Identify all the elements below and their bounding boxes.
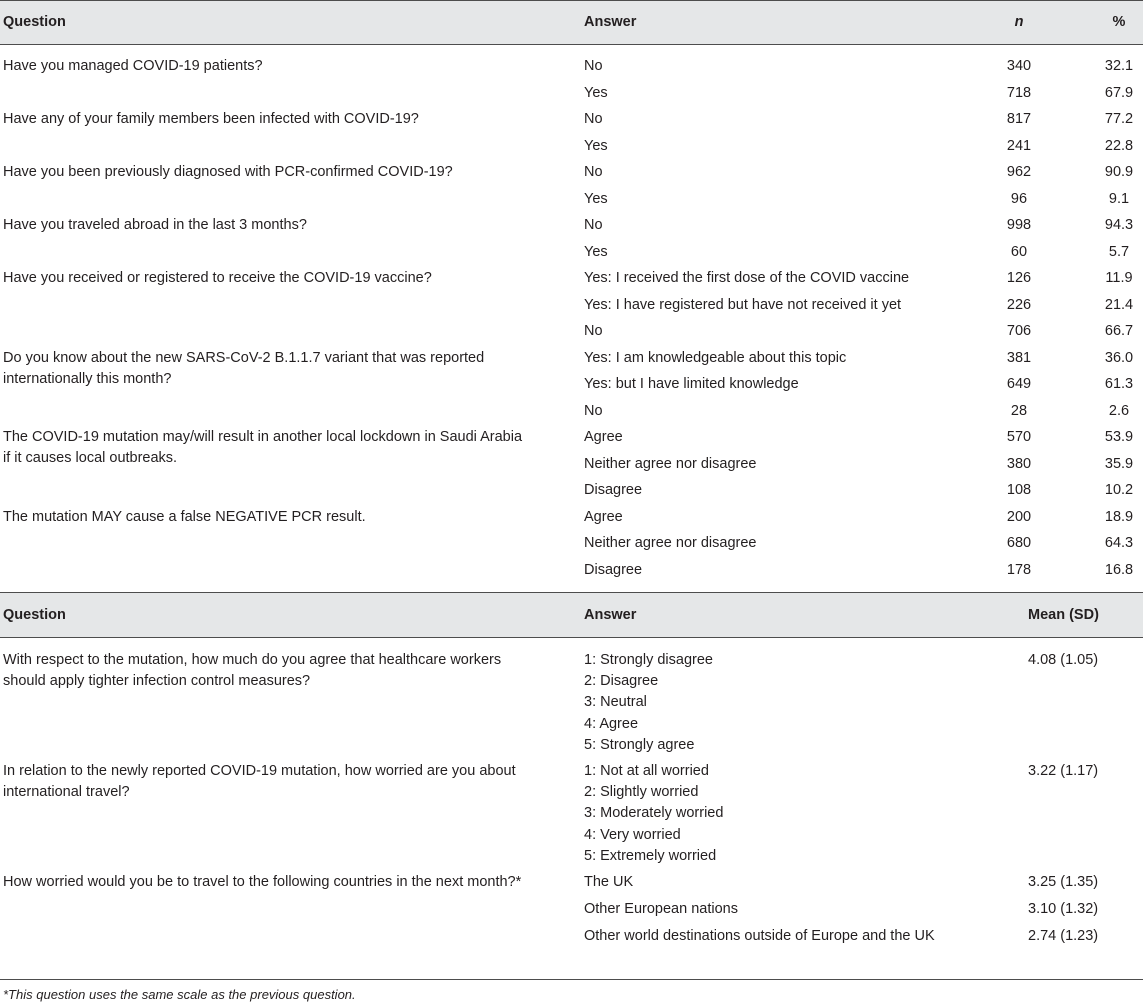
- count-cell: 680: [1006, 535, 1032, 551]
- answer-cell: Yes: [584, 84, 608, 101]
- answer-cell: Neither agree nor disagree: [584, 455, 757, 472]
- answer-line: 2: Slightly worried: [584, 784, 699, 801]
- percent-cell: 32.1: [1104, 58, 1134, 74]
- answer-cell: Agree: [584, 429, 623, 445]
- answer-cell: Disagree: [584, 561, 643, 578]
- count-cell: 340: [1006, 58, 1032, 74]
- answer-cell: Yes: I am knowledgeable about this topic: [584, 349, 847, 366]
- question-cell: Have you been previously diagnosed with PCR-confirmed COVID-19?: [3, 164, 453, 180]
- question-cell: How worried would you be to travel to the following countries in the next month?*: [3, 874, 522, 890]
- percent-cell: 64.3: [1104, 535, 1134, 551]
- percent-cell: 2.6: [1108, 402, 1130, 419]
- percent-cell: 22.8: [1104, 137, 1134, 154]
- mean-sd-cell: 4.08 (1.05): [1028, 652, 1099, 668]
- question-cell: Have you traveled abroad in the last 3 months?: [3, 217, 307, 233]
- mean-sd-cell: 2.74 (1.23): [1028, 928, 1099, 944]
- table1-header-question: Question: [3, 14, 66, 30]
- table2-header-mean: Mean (SD): [1028, 607, 1099, 623]
- count-cell: 381: [1006, 349, 1032, 366]
- count-cell: 998: [1006, 217, 1032, 233]
- question-cell: With respect to the mutation, how much do you agree that healthcare workers should apply tighter infection control measures?: [3, 652, 502, 689]
- question-cell: Have you managed COVID-19 patients?: [3, 58, 263, 74]
- count-cell: 380: [1006, 455, 1032, 472]
- percent-cell: 16.8: [1104, 561, 1134, 578]
- table2-header-question: Question: [3, 607, 66, 623]
- table2-bottom-rule: [0, 979, 1143, 980]
- answer-line: 4: Agree: [584, 715, 639, 732]
- answer-cell: Yes: [584, 190, 608, 207]
- table1-top-rule: [0, 0, 1143, 1]
- answer-cell: Yes: [584, 137, 608, 154]
- percent-cell: 53.9: [1104, 429, 1134, 445]
- percent-cell: 10.2: [1104, 482, 1134, 498]
- count-cell: 126: [1006, 270, 1032, 286]
- count-cell: 570: [1006, 429, 1032, 445]
- answer-cell: Neither agree nor disagree: [584, 535, 757, 551]
- question-cell: Do you know about the new SARS-CoV-2 B.1.1.7 variant that was reported internationally this month?: [3, 349, 485, 387]
- answer-line: 5: Extremely worried: [584, 847, 717, 864]
- answer-cell: No: [584, 402, 603, 419]
- mean-sd-cell: 3.10 (1.32): [1028, 901, 1099, 917]
- answer-line: 4: Very worried: [584, 826, 681, 843]
- answer-line: 1: Not at all worried: [584, 763, 709, 779]
- percent-cell: 94.3: [1104, 217, 1134, 233]
- table2-header-rule: [0, 637, 1143, 638]
- count-cell: 60: [1010, 243, 1028, 260]
- table2-header-background: [0, 593, 1143, 637]
- percent-cell: 21.4: [1104, 296, 1134, 313]
- count-cell: 28: [1010, 402, 1028, 419]
- question-cell: Have any of your family members been infected with COVID-19?: [3, 111, 419, 127]
- percent-cell: 18.9: [1104, 508, 1134, 525]
- table1-header-background: [0, 0, 1143, 44]
- answer-line: Other world destinations outside of Europe and the UK: [584, 928, 935, 944]
- count-cell: 178: [1006, 561, 1032, 578]
- count-cell: 706: [1006, 323, 1032, 339]
- answer-cell: No: [584, 323, 603, 339]
- answer-cell: Yes: I received the first dose of the COVID vaccine: [584, 270, 910, 286]
- answer-line: 3: Moderately worried: [584, 805, 724, 822]
- percent-cell: 36.0: [1104, 349, 1134, 366]
- table1-header-answer: Answer: [584, 14, 637, 30]
- question-cell: The mutation MAY cause a false NEGATIVE PCR result.: [3, 508, 366, 525]
- answer-cell: No: [584, 164, 603, 180]
- table2-header-answer: Answer: [584, 607, 637, 623]
- table1-header-rule: [0, 44, 1143, 45]
- count-cell: 200: [1006, 508, 1032, 525]
- answer-line: 5: Strongly agree: [584, 736, 695, 753]
- table1-header-percent: %: [1112, 14, 1126, 30]
- answer-line: 3: Neutral: [584, 694, 647, 711]
- mean-sd-cell: 3.22 (1.17): [1028, 763, 1099, 779]
- count-cell: 241: [1006, 137, 1032, 154]
- count-cell: 649: [1006, 376, 1032, 392]
- percent-cell: 5.7: [1108, 243, 1130, 260]
- percent-cell: 90.9: [1104, 164, 1134, 180]
- count-cell: 96: [1010, 190, 1028, 207]
- answer-cell: Yes: I have registered but have not received it yet: [584, 296, 902, 313]
- answer-line: 2: Disagree: [584, 673, 659, 690]
- percent-cell: 35.9: [1104, 455, 1134, 472]
- question-cell: The COVID-19 mutation may/will result in another local lockdown in Saudi Arabia if it causes local outbreaks.: [3, 429, 523, 466]
- count-cell: 108: [1006, 482, 1032, 498]
- count-cell: 962: [1006, 164, 1032, 180]
- answer-line: Other European nations: [584, 901, 738, 917]
- percent-cell: 61.3: [1104, 376, 1134, 392]
- percent-cell: 9.1: [1108, 190, 1130, 207]
- answer-cell: No: [584, 111, 603, 127]
- answer-cell: No: [584, 58, 603, 74]
- answer-line: 1: Strongly disagree: [584, 652, 713, 668]
- question-cell: In relation to the newly reported COVID-19 mutation, how worried are you about international travel?: [3, 763, 516, 800]
- answer-cell: Yes: but I have limited knowledge: [584, 376, 799, 392]
- count-cell: 718: [1006, 84, 1032, 101]
- answer-cell: Disagree: [584, 482, 643, 498]
- answer-cell: Agree: [584, 508, 623, 525]
- table-footnote: *This question uses the same scale as the previous question.: [3, 987, 356, 1002]
- percent-cell: 77.2: [1104, 111, 1134, 127]
- question-cell: Have you received or registered to receive the COVID-19 vaccine?: [3, 270, 432, 286]
- percent-cell: 67.9: [1104, 84, 1134, 101]
- percent-cell: 66.7: [1104, 323, 1134, 339]
- table1-header-n: n: [1014, 14, 1024, 30]
- mean-sd-cell: 3.25 (1.35): [1028, 874, 1099, 890]
- answer-cell: Yes: [584, 243, 608, 260]
- percent-cell: 11.9: [1105, 270, 1133, 286]
- answer-cell: No: [584, 217, 603, 233]
- answer-line: The UK: [584, 874, 634, 890]
- count-cell: 817: [1006, 111, 1032, 127]
- count-cell: 226: [1006, 296, 1032, 313]
